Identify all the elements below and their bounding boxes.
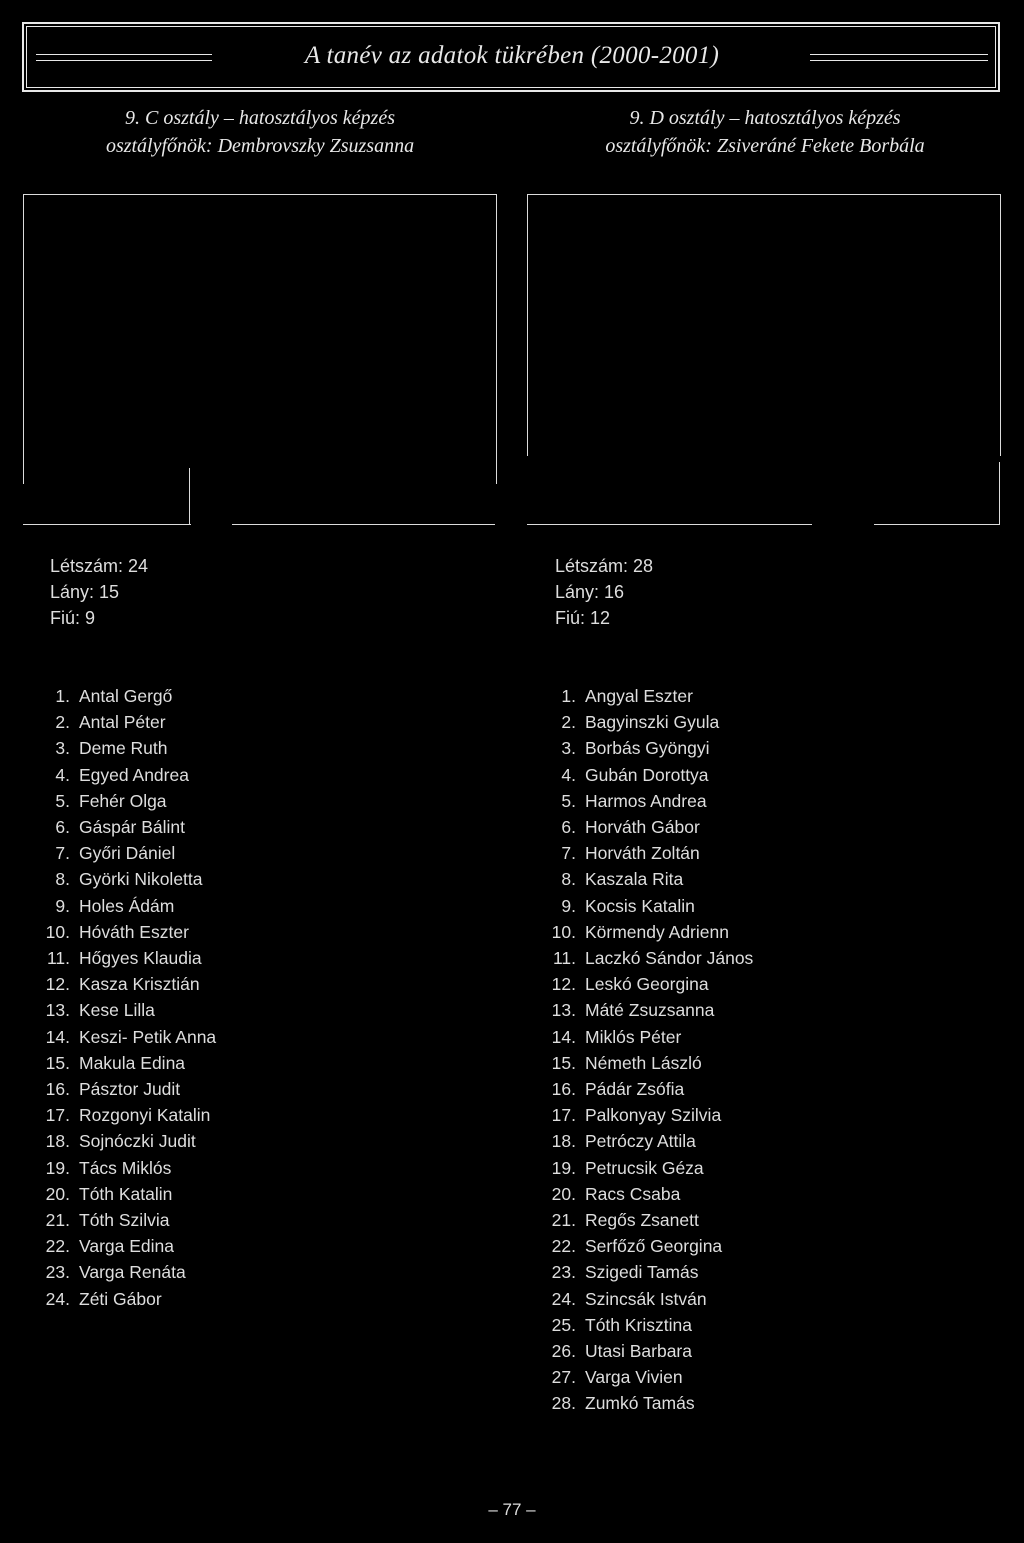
list-item bbox=[546, 1233, 753, 1259]
student-number: 19. bbox=[45, 1157, 70, 1178]
student-name: Racs Csaba bbox=[585, 1183, 681, 1204]
student-name: Laczkó Sándor János bbox=[585, 948, 754, 969]
list-item bbox=[546, 840, 753, 866]
student-number: 21. bbox=[45, 1210, 70, 1231]
student-number: 22. bbox=[551, 1236, 576, 1257]
student-name: Kasza Krisztián bbox=[79, 974, 200, 995]
student-number: 17. bbox=[551, 1105, 576, 1126]
student-name: Regős Zsanett bbox=[585, 1210, 699, 1231]
student-number: 18. bbox=[551, 1131, 576, 1152]
student-number: 16. bbox=[45, 1079, 70, 1100]
list-item bbox=[546, 919, 753, 945]
student-number: 1. bbox=[55, 686, 70, 706]
class-d-photo-edge bbox=[999, 462, 1000, 524]
list-item bbox=[40, 735, 216, 761]
student-number: 3. bbox=[55, 738, 70, 759]
student-name: Kaszala Rita bbox=[585, 869, 684, 890]
class-c-heading bbox=[30, 104, 490, 160]
student-name: Szigedi Tamás bbox=[585, 1262, 699, 1283]
student-name: Holes Ádám bbox=[79, 895, 175, 916]
student-name: Varga Edina bbox=[79, 1236, 175, 1257]
list-item bbox=[546, 762, 753, 788]
student-number: 20. bbox=[45, 1183, 70, 1204]
class-d-roster bbox=[546, 683, 753, 1417]
student-name: Gubán Dorottya bbox=[585, 764, 709, 785]
list-item bbox=[546, 893, 753, 919]
student-number: 8. bbox=[55, 869, 70, 890]
class-c-photo-base-right bbox=[232, 524, 495, 525]
student-number: 11. bbox=[46, 948, 70, 969]
list-item bbox=[40, 683, 216, 709]
student-name: Kese Lilla bbox=[79, 1000, 155, 1021]
student-number: 13. bbox=[551, 1000, 576, 1021]
student-number: 26. bbox=[551, 1341, 576, 1362]
student-number: 27. bbox=[551, 1367, 576, 1388]
student-name: Győri Dániel bbox=[79, 843, 176, 864]
student-name: Palkonyay Szilvia bbox=[585, 1105, 722, 1126]
list-item bbox=[546, 1102, 753, 1128]
student-name: Hóváth Eszter bbox=[79, 921, 189, 942]
list-item bbox=[546, 1128, 753, 1154]
student-number: 19. bbox=[551, 1157, 576, 1178]
student-number: 3. bbox=[561, 738, 576, 759]
list-item bbox=[546, 1390, 753, 1416]
list-item bbox=[546, 788, 753, 814]
class-d-photo bbox=[527, 194, 1001, 456]
student-name: Bagyinszki Gyula bbox=[585, 712, 720, 733]
student-number: 18. bbox=[45, 1131, 70, 1152]
student-number: 8. bbox=[561, 869, 576, 890]
student-name: Zumkó Tamás bbox=[585, 1393, 695, 1414]
list-item bbox=[546, 1207, 753, 1233]
student-number: 10. bbox=[45, 921, 70, 942]
list-item bbox=[546, 1076, 753, 1102]
student-number: 7. bbox=[55, 843, 70, 864]
list-item bbox=[546, 971, 753, 997]
class-d-stats bbox=[555, 553, 653, 631]
list-item bbox=[40, 1076, 216, 1102]
student-number: 4. bbox=[55, 764, 70, 785]
student-number: 17. bbox=[45, 1105, 70, 1126]
student-name: Hőgyes Klaudia bbox=[79, 948, 202, 969]
list-item bbox=[546, 1312, 753, 1338]
list-item bbox=[40, 709, 216, 735]
list-item bbox=[40, 788, 216, 814]
list-item bbox=[546, 866, 753, 892]
list-item bbox=[546, 709, 753, 735]
list-item bbox=[546, 1181, 753, 1207]
class-d-teacher: osztályfőnök: Zsiveráné Fekete Borbála bbox=[605, 135, 925, 157]
student-name: Varga Renáta bbox=[79, 1262, 186, 1283]
student-number: 12. bbox=[45, 974, 70, 995]
class-c-boys: Fiú: 9 bbox=[50, 608, 96, 628]
list-item bbox=[546, 1338, 753, 1364]
student-number: 12. bbox=[551, 974, 576, 995]
student-name: Szincsák István bbox=[585, 1288, 707, 1309]
list-item bbox=[546, 1050, 753, 1076]
list-item bbox=[40, 1259, 216, 1285]
student-number: 7. bbox=[561, 843, 576, 864]
list-item bbox=[40, 1155, 216, 1181]
class-d-total: Létszám: 28 bbox=[555, 556, 654, 576]
student-number: 2. bbox=[55, 712, 70, 733]
page-title-text: A tanév az adatok tükrében (2000-2001) bbox=[291, 42, 733, 69]
student-name: Pádár Zsófia bbox=[585, 1079, 685, 1100]
student-name: Makula Edina bbox=[79, 1052, 186, 1073]
class-c-photo bbox=[23, 194, 497, 484]
list-item bbox=[40, 1207, 216, 1233]
student-number: 5. bbox=[55, 790, 70, 811]
student-name: Borbás Gyöngyi bbox=[585, 738, 710, 759]
page-title bbox=[0, 42, 1024, 70]
student-number: 14. bbox=[45, 1026, 70, 1047]
student-number: 10. bbox=[551, 921, 576, 942]
student-name: Angyal Eszter bbox=[585, 686, 693, 706]
class-c-total: Létszám: 24 bbox=[50, 556, 149, 576]
page-number: – 77 – bbox=[488, 1500, 536, 1519]
student-name: Serfőző Georgina bbox=[585, 1236, 723, 1257]
student-number: 28. bbox=[551, 1393, 576, 1414]
student-number: 23. bbox=[45, 1262, 70, 1283]
class-d-photo-base-right bbox=[874, 524, 1000, 525]
class-c-photo-base-left bbox=[23, 524, 191, 525]
student-name: Horváth Zoltán bbox=[585, 843, 700, 864]
student-name: Pásztor Judit bbox=[79, 1079, 181, 1100]
student-number: 23. bbox=[551, 1262, 576, 1283]
student-number: 20. bbox=[551, 1183, 576, 1204]
list-item bbox=[40, 893, 216, 919]
student-number: 13. bbox=[45, 1000, 70, 1021]
student-name: Györki Nikoletta bbox=[79, 869, 203, 890]
list-item bbox=[40, 945, 216, 971]
student-number: 25. bbox=[551, 1314, 576, 1335]
student-number: 24. bbox=[45, 1288, 70, 1309]
list-item bbox=[546, 1024, 753, 1050]
list-item bbox=[546, 814, 753, 840]
class-c-photo-divider bbox=[189, 468, 190, 524]
student-name: Kocsis Katalin bbox=[585, 895, 695, 916]
list-item bbox=[40, 840, 216, 866]
student-name: Sojnóczki Judit bbox=[79, 1131, 196, 1152]
student-number: 9. bbox=[55, 895, 70, 916]
list-item bbox=[40, 1024, 216, 1050]
class-d-name: 9. D osztály – hatosztályos képzés bbox=[629, 107, 901, 129]
list-item bbox=[40, 814, 216, 840]
class-c-teacher: osztályfőnök: Dembrovszky Zsuzsanna bbox=[105, 135, 415, 157]
list-item bbox=[40, 1128, 216, 1154]
list-item bbox=[546, 997, 753, 1023]
student-number: 2. bbox=[561, 712, 576, 733]
student-number: 24. bbox=[551, 1288, 576, 1309]
student-name: Máté Zsuzsanna bbox=[585, 1000, 715, 1021]
list-item bbox=[40, 971, 216, 997]
student-name: Gáspár Bálint bbox=[79, 817, 186, 838]
student-number: 15. bbox=[45, 1052, 70, 1073]
list-item bbox=[546, 1286, 753, 1312]
list-item bbox=[40, 1102, 216, 1128]
list-item bbox=[546, 1155, 753, 1181]
student-number: 15. bbox=[551, 1052, 576, 1073]
list-item bbox=[546, 683, 753, 709]
student-name: Utasi Barbara bbox=[585, 1341, 692, 1362]
student-number: 21. bbox=[551, 1210, 576, 1231]
class-c-roster bbox=[40, 683, 216, 1312]
student-name: Zéti Gábor bbox=[79, 1288, 162, 1309]
list-item bbox=[546, 945, 753, 971]
student-name: Egyed Andrea bbox=[79, 764, 189, 785]
student-number: 6. bbox=[55, 817, 70, 838]
student-number: 5. bbox=[561, 790, 576, 811]
student-name: Varga Vivien bbox=[585, 1367, 683, 1388]
student-number: 11. bbox=[552, 948, 576, 969]
list-item bbox=[40, 997, 216, 1023]
student-number: 1. bbox=[561, 686, 576, 706]
list-item bbox=[546, 735, 753, 761]
student-name: Tóth Katalin bbox=[79, 1183, 173, 1204]
list-item bbox=[546, 1364, 753, 1390]
student-number: 14. bbox=[551, 1026, 576, 1047]
list-item bbox=[546, 1259, 753, 1285]
student-name: Fehér Olga bbox=[79, 790, 167, 811]
student-number: 4. bbox=[561, 764, 576, 785]
student-number: 16. bbox=[551, 1079, 576, 1100]
student-number: 9. bbox=[561, 895, 576, 916]
student-name: Tóth Szilvia bbox=[79, 1210, 170, 1231]
list-item bbox=[40, 762, 216, 788]
class-c-stats bbox=[50, 553, 148, 631]
class-d-heading bbox=[535, 104, 995, 160]
student-number: 6. bbox=[561, 817, 576, 838]
student-name: Keszi- Petik Anna bbox=[79, 1026, 217, 1047]
student-name: Miklós Péter bbox=[585, 1026, 682, 1047]
student-name: Petróczy Attila bbox=[585, 1131, 696, 1152]
student-name: Petrucsik Géza bbox=[585, 1157, 704, 1178]
student-name: Antal Péter bbox=[79, 712, 166, 733]
student-name: Tóth Krisztina bbox=[585, 1314, 692, 1335]
student-name: Deme Ruth bbox=[79, 738, 168, 759]
class-d-girls: Lány: 16 bbox=[555, 582, 625, 602]
student-name: Németh László bbox=[585, 1052, 702, 1073]
class-c-name: 9. C osztály – hatosztályos képzés bbox=[125, 107, 395, 129]
student-name: Harmos Andrea bbox=[585, 790, 707, 811]
student-name: Rozgonyi Katalin bbox=[79, 1105, 211, 1126]
list-item bbox=[40, 1233, 216, 1259]
student-name: Antal Gergő bbox=[79, 686, 173, 706]
list-item bbox=[40, 1050, 216, 1076]
student-number: 22. bbox=[45, 1236, 70, 1257]
class-d-photo-base-left bbox=[527, 524, 812, 525]
class-c-girls: Lány: 15 bbox=[50, 582, 120, 602]
list-item bbox=[40, 1286, 216, 1312]
student-name: Horváth Gábor bbox=[585, 817, 700, 838]
class-d-boys: Fiú: 12 bbox=[555, 608, 611, 628]
student-name: Körmendy Adrienn bbox=[585, 921, 729, 942]
list-item bbox=[40, 1181, 216, 1207]
list-item bbox=[40, 919, 216, 945]
student-name: Leskó Georgina bbox=[585, 974, 709, 995]
list-item bbox=[40, 866, 216, 892]
student-name: Tács Miklós bbox=[79, 1157, 172, 1178]
